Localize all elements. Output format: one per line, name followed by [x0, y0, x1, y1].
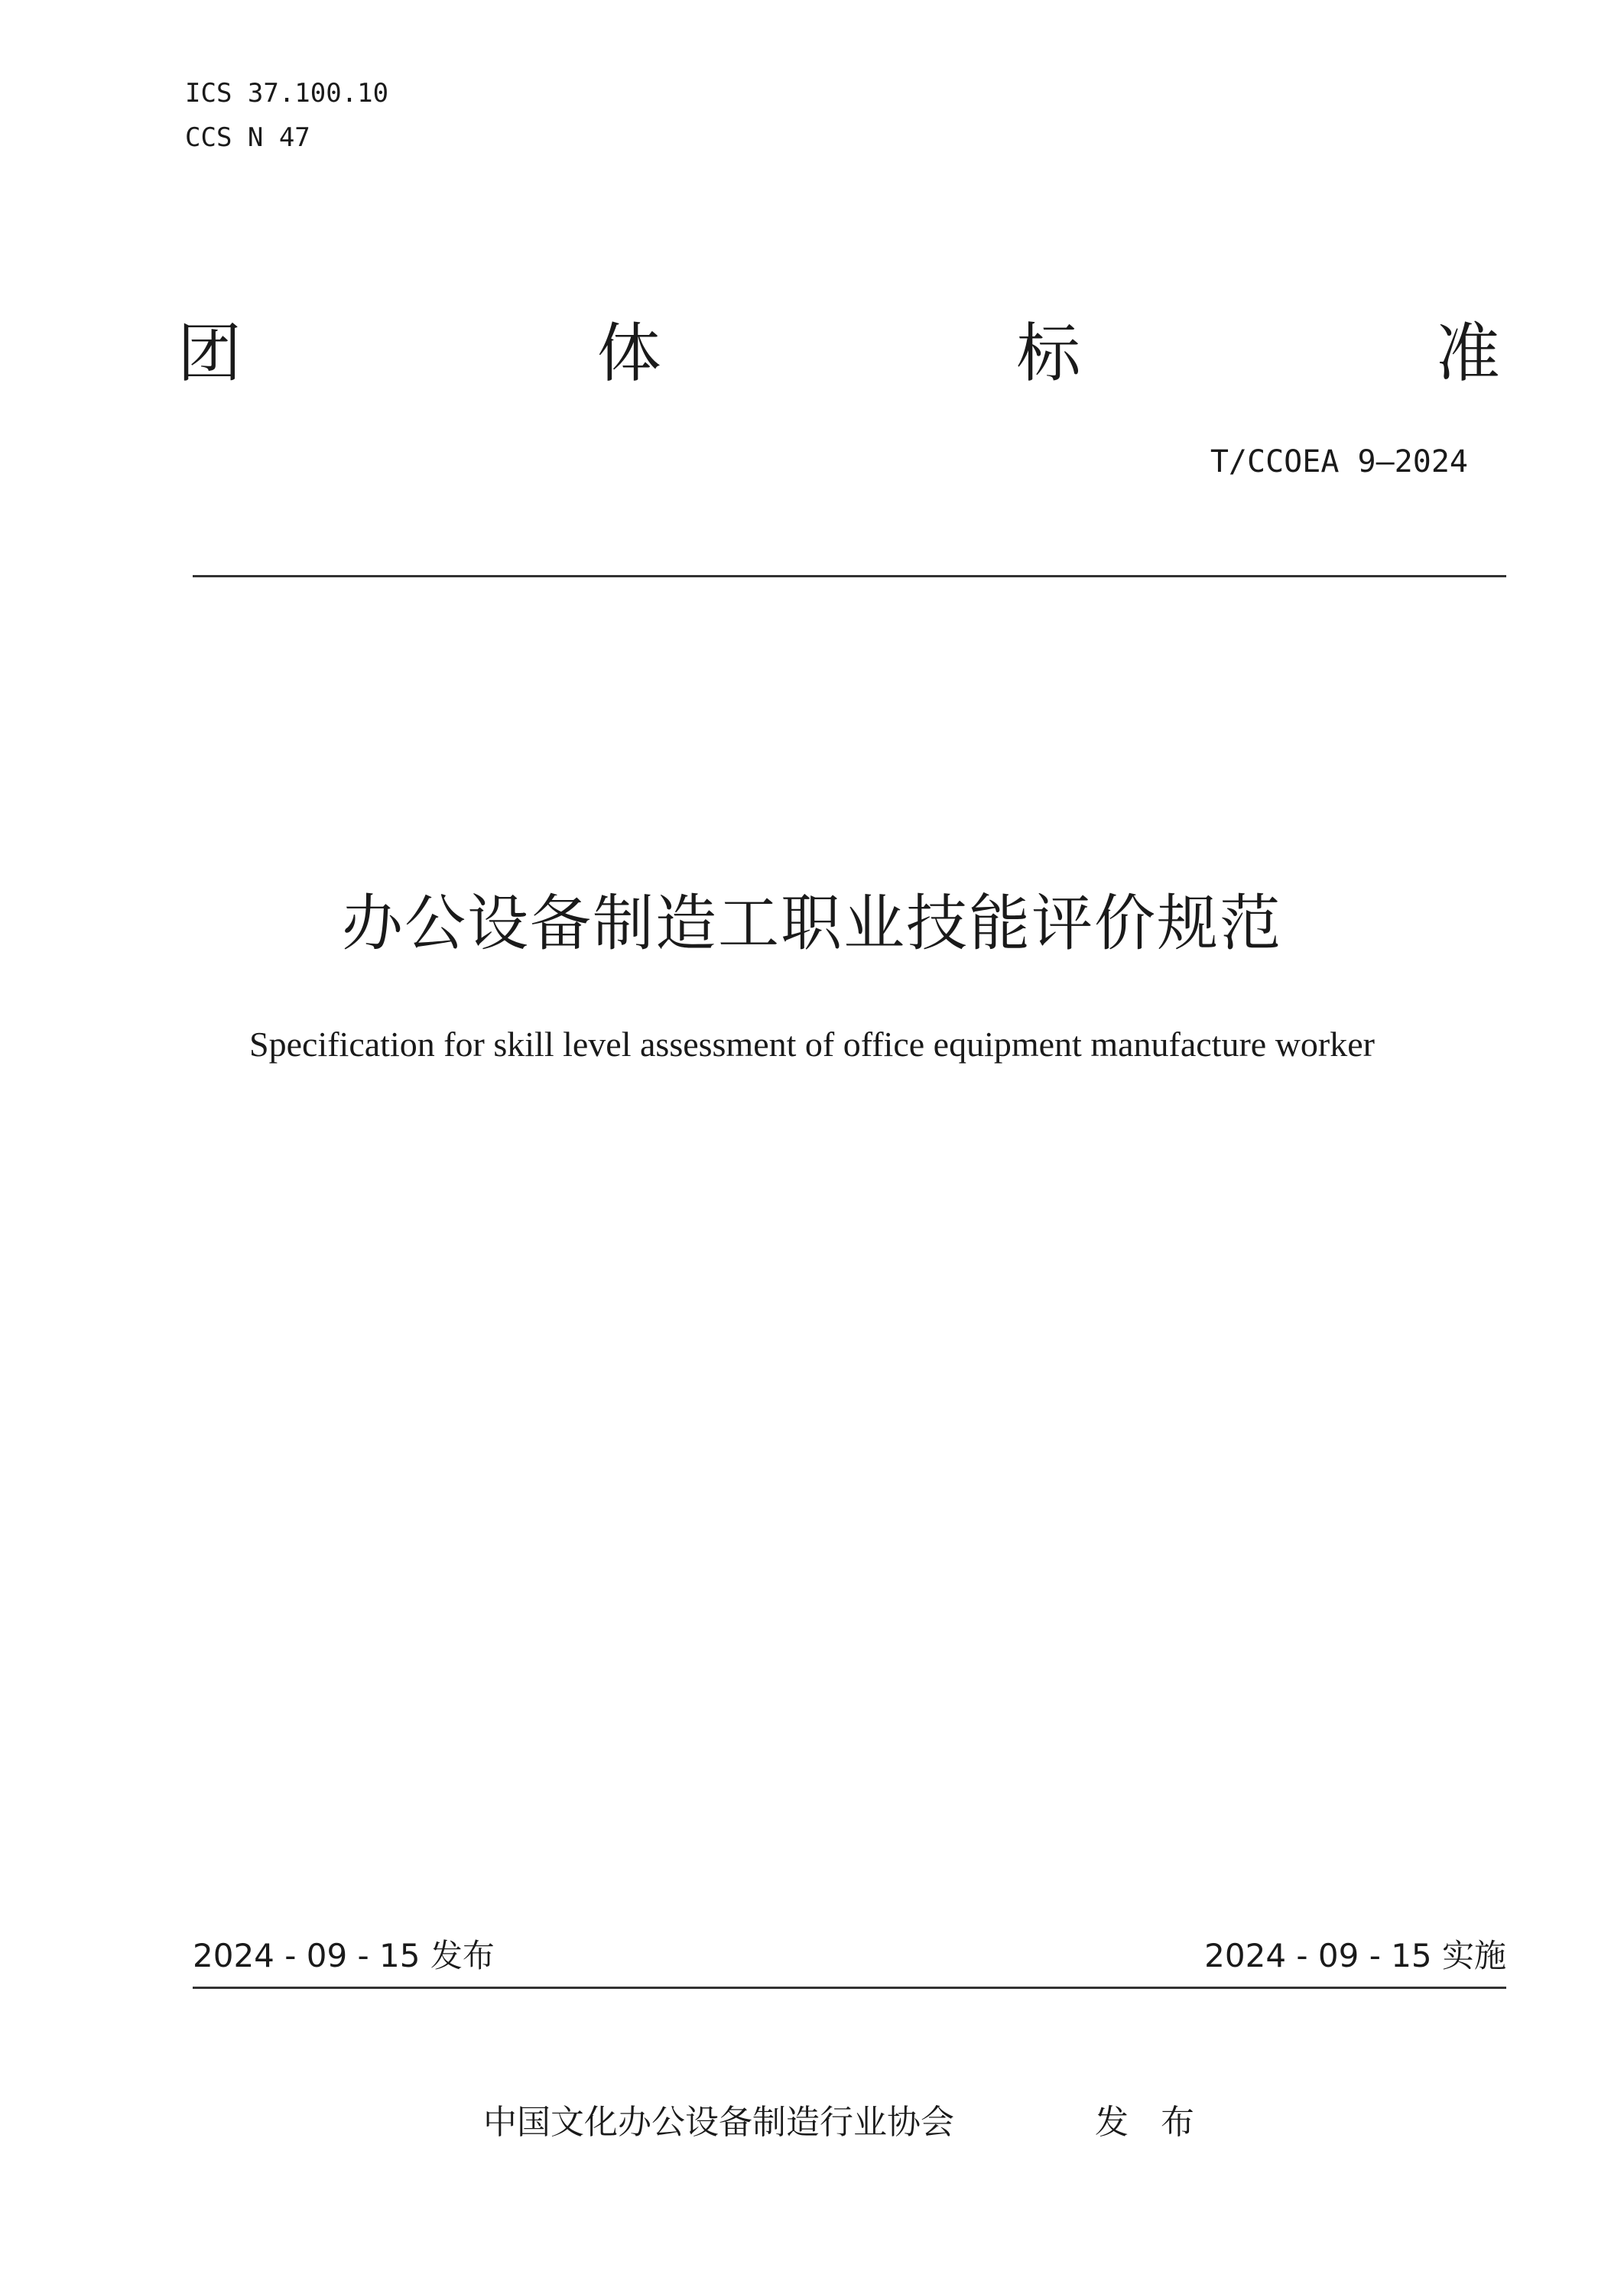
standard-type-char: 团 — [177, 316, 242, 391]
title-chinese: 办公设备制造工职业技能评价规范 — [342, 888, 1282, 959]
publish-date: 2024 - 09 - 15 发布 — [193, 1937, 495, 1974]
bottom-divider — [193, 1987, 1506, 1989]
publisher-name: 中国文化办公设备制造行业协会 — [483, 2103, 954, 2142]
ccs-code: CCS N 47 — [185, 122, 310, 153]
top-divider — [193, 575, 1506, 577]
title-english: Specification for skill level assessment of office equipment manufacture worker — [249, 1025, 1375, 1064]
standard-number: T/CCOEA 9—2024 — [1210, 444, 1468, 479]
ics-code: ICS 37.100.10 — [185, 78, 389, 109]
standard-type-char: 准 — [1435, 316, 1500, 391]
implementation-date: 2024 - 09 - 15 实施 — [1204, 1937, 1506, 1974]
publisher-verb: 发 布 — [1095, 2103, 1205, 2142]
standard-type-char: 标 — [1016, 316, 1081, 391]
standard-type — [177, 315, 1500, 392]
standard-type-char: 体 — [596, 316, 661, 391]
